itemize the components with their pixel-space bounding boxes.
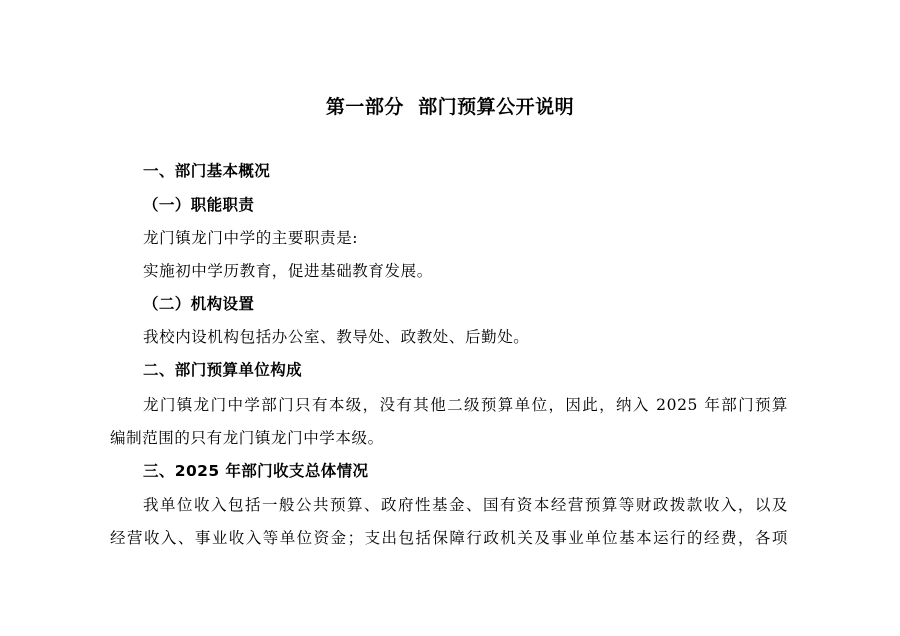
subsection-heading-organization: （二）机构设置 [143,295,255,313]
paragraph-revenue-line2: 经营收入、事业收入等单位资金；支出包括保障行政机关及事业单位基本运行的经费，各项 [110,529,788,547]
paragraph-organization: 我校内设机构包括办公室、教导处、政教处、后勤处。 [143,328,530,346]
paragraph-duties-detail: 实施初中学历教育，促进基础教育发展。 [143,262,433,280]
section-heading-overview: 一、部门基本概况 [143,162,271,180]
section-heading-budget-units: 二、部门预算单位构成 [143,361,303,379]
paragraph-duties-intro: 龙门镇龙门中学的主要职责是: [143,229,359,247]
page-title: 第一部分 部门预算公开说明 [325,96,575,118]
paragraph-budget-units-line1: 龙门镇龙门中学部门只有本级，没有其他二级预算单位，因此，纳入 2025 年部门预算 [143,396,788,414]
section-heading-revenue-expenditure: 三、2025 年部门收支总体情况 [143,462,369,480]
paragraph-revenue-line1: 我单位收入包括一般公共预算、政府性基金、国有资本经营预算等财政拨款收入，以及 [143,496,788,514]
paragraph-budget-units-line2: 编制范围的只有龙门镇龙门中学本级。 [110,429,384,447]
subsection-heading-duties: （一）职能职责 [143,196,255,214]
